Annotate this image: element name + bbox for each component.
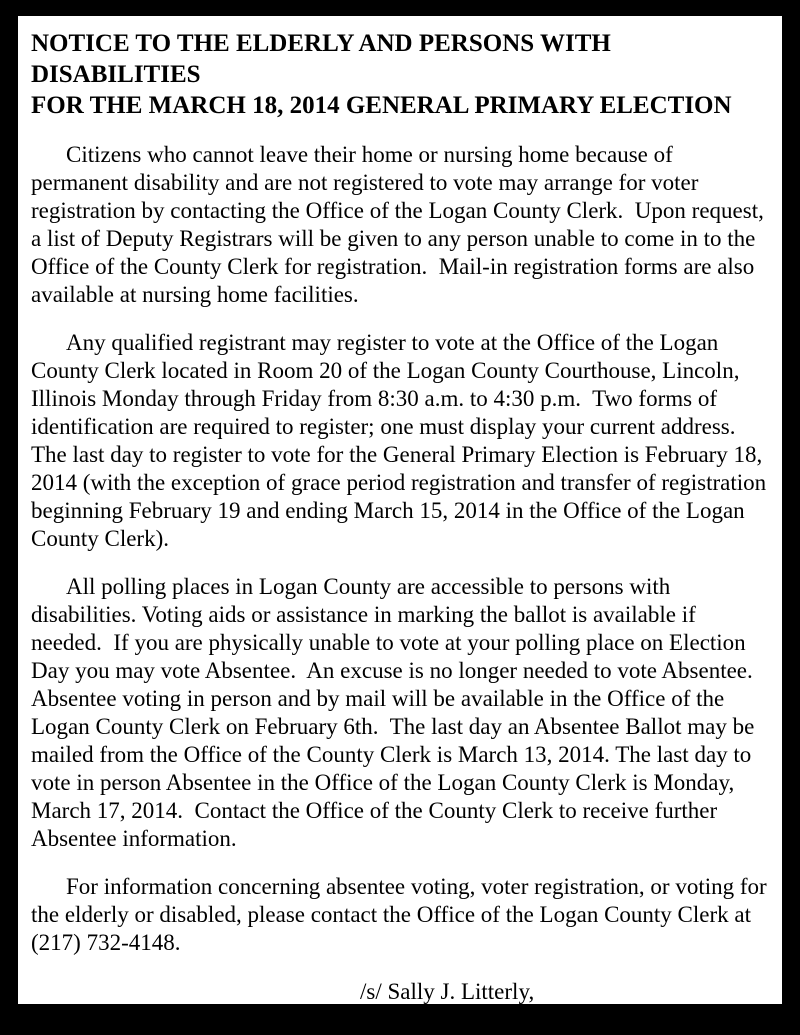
- paragraph-polling-places-absentee: All polling places in Logan County are accessible to persons with disabilities. Voting aids or assistance in marking the ballot is available if needed. If you are physically unable to vote at your polling place on Election Day you may vote Absentee. An excuse is no longer needed to vote Absentee. Absentee voting in person and by mail will be available in the Office of the Logan County Clerk on February 6th. The last day an Absentee Ballot may be mailed from the Office of the County Clerk is March 13, 2014. The last day to vote in person Absentee in the Office of the Logan County Clerk is Monday, March 17, 2014. Contact the Office of the County Clerk to receive further Absentee information.: [31, 574, 763, 851]
- signature-role: Logan County Clerk: [375, 1008, 565, 1033]
- signature-block: [31, 977, 772, 1035]
- notice-title-line-1: NOTICE TO THE ELDERLY AND PERSONS WITH DISABILITIES: [31, 30, 611, 88]
- notice-title: [31, 28, 772, 121]
- signature-name: /s/ Sally J. Litterly,: [360, 979, 535, 1004]
- notice-page: [18, 16, 782, 1033]
- paragraph-contact-information: For information concerning absentee voting, voter registration, or voting for the elderly or disabled, please contact the Office of the Logan County Clerk at (217) 732-4148.: [31, 874, 773, 955]
- paragraph-registration-office-details: Any qualified registrant may register to vote at the Office of the Logan County Clerk located in Room 20 of the Logan County Courthouse, Lincoln, Illinois Monday through Friday from 8:30 a.m. to 4:30 p.m. Two forms of identification are required to register; one must display your current address. The last day to register to vote for the General Primary Election is February 18, 2014 (with the exception of grace period registration and transfer of registration beginning February 19 and ending March 15, 2014 in the Office of the Logan County Clerk).: [31, 330, 772, 551]
- notice-title-line-2: FOR THE MARCH 18, 2014 GENERAL PRIMARY ELECTION: [31, 92, 732, 119]
- paragraph-voter-registration-homebound: Citizens who cannot leave their home or nursing home because of permanent disability and are not registered to vote may arrange for voter registration by contacting the Office of the Logan County Clerk. Upon request, a list of Deputy Registrars will be given to any person unable to come in to the Office of the County Clerk for registration. Mail-in registration forms are also available at nursing home facilities.: [31, 142, 770, 307]
